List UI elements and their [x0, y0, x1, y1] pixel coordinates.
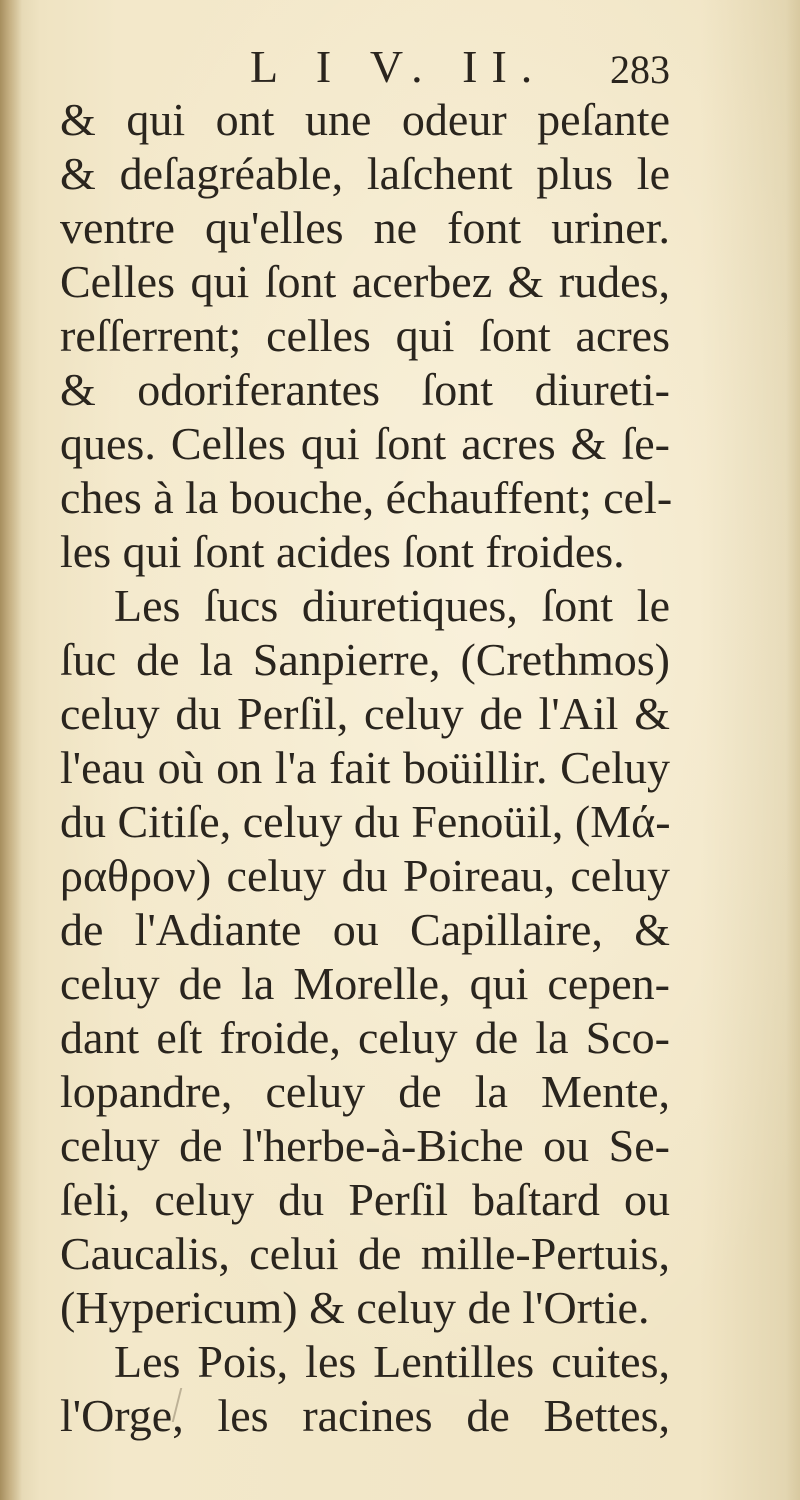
- text-line: ſuc de la Sanpierre, (Crethmos): [60, 634, 670, 685]
- text-line: de l'Adiante ou Capillaire, &: [60, 904, 670, 955]
- text-line: ventre qu'elles ne font uriner.: [60, 202, 670, 253]
- running-head: L I V. II.: [250, 41, 547, 92]
- text-line: celuy du Perſil, celuy de l'Ail &: [60, 688, 670, 739]
- text-line: & deſagréable, laſchent plus le: [60, 148, 670, 199]
- page-number: 283: [610, 47, 670, 92]
- text-line: Caucalis, celui de mille-Pertuis,: [60, 1228, 670, 1279]
- text-line: l'Orge, les racines de Bettes,: [60, 1390, 670, 1441]
- text-line: les qui ſont acides ſont froides.: [60, 526, 625, 577]
- text-line: ches à la bouche, échauffent; cel-: [60, 472, 673, 523]
- text-line: celuy de la Morelle, qui cepen-: [60, 958, 670, 1009]
- text-line: l'eau où on l'a fait boüillir. Celuy: [60, 742, 670, 793]
- text-line: (Hypericum) & celuy de l'Ortie.: [60, 1282, 650, 1333]
- text-line: reſſerrent; celles qui ſont acres: [60, 310, 670, 361]
- text-line: celuy de l'herbe-à-Biche ou Se-: [60, 1120, 670, 1171]
- paragraph-first-line: Les Pois, les Lentilles cuites,: [114, 1336, 670, 1387]
- text-line: ques. Celles qui ſont acres & ſe-: [60, 418, 670, 469]
- text-line: du Citiſe, celuy du Fenoüil, (Μά-: [60, 796, 671, 847]
- body-text: [60, 93, 673, 1443]
- text-line: & odoriferantes ſont diureti-: [60, 364, 670, 415]
- paragraph-first-line: Les ſucs diuretiques, ſont le: [114, 580, 670, 631]
- text-line: lopandre, celuy de la Mente,: [60, 1066, 670, 1117]
- page-fore-edge: [786, 0, 800, 1500]
- text-line: & qui ont une odeur peſante: [60, 94, 670, 145]
- text-line: Celles qui ſont acerbez & rudes,: [60, 256, 670, 307]
- page-gutter: [0, 0, 22, 1500]
- text-line: ραθρον) celuy du Poireau, celuy: [60, 850, 670, 901]
- text-line: ſeli, celuy du Perſil baſtard ou: [60, 1174, 670, 1225]
- text-line: dant eſt froide, celuy de la Sco-: [60, 1012, 670, 1063]
